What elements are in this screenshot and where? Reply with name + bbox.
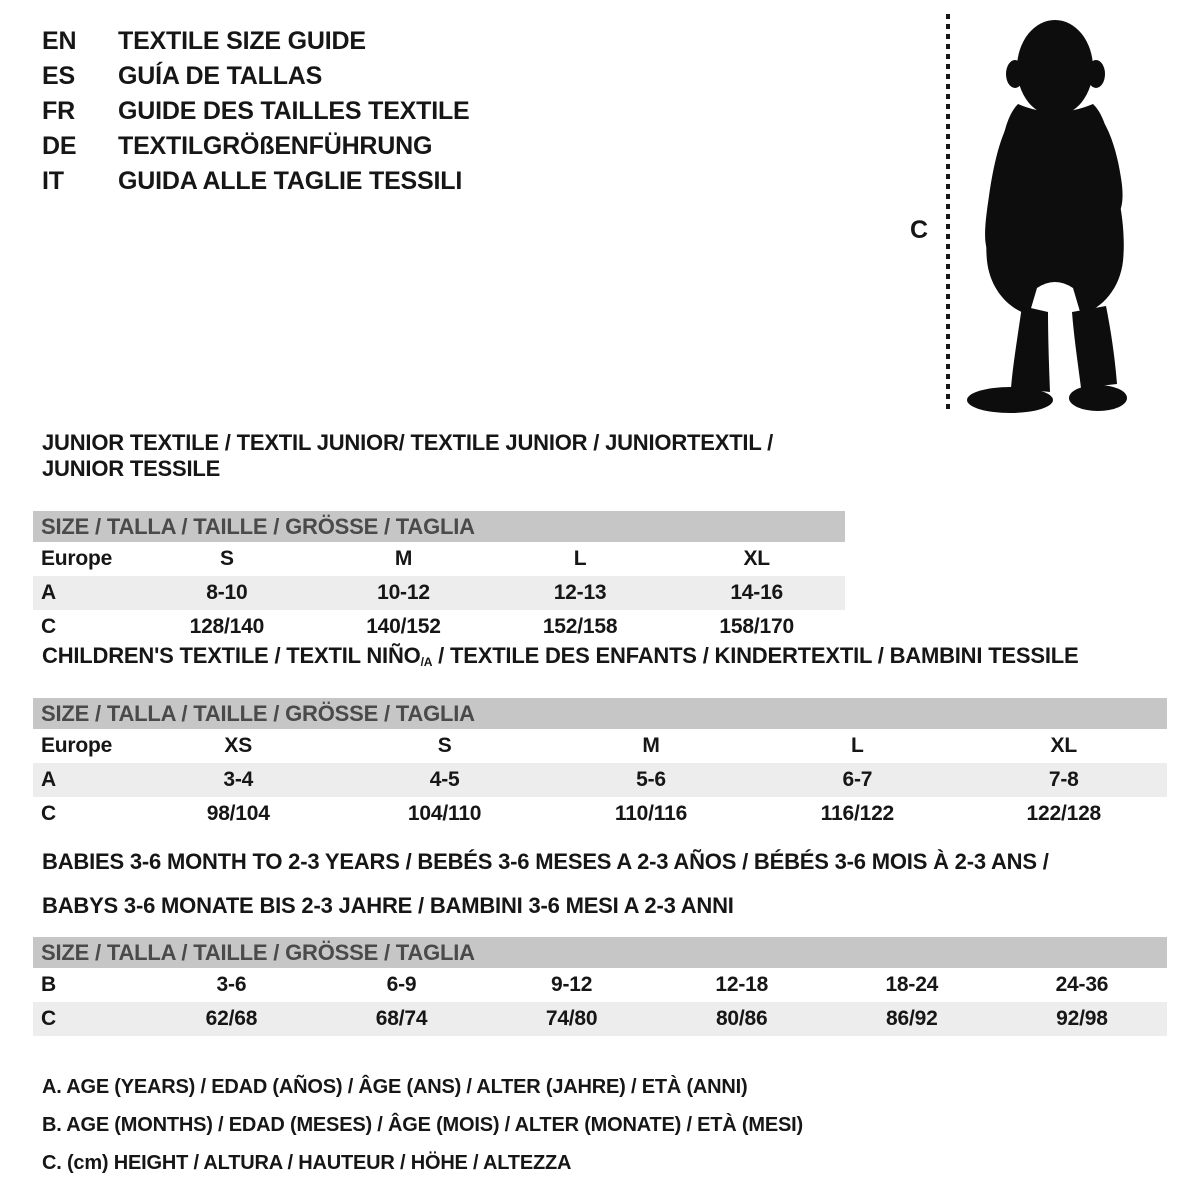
- size-value: 8-10: [206, 581, 248, 605]
- size-value: 98/104: [206, 802, 270, 826]
- measure-legend: [42, 1068, 803, 1182]
- size-table-body: [33, 542, 845, 644]
- size-value: S: [219, 547, 234, 571]
- size-value: M: [642, 734, 660, 758]
- section-title-text: BABIES 3-6 MONTH TO 2-3 YEARS / BEBÉS 3-6 MESES A 2-3 AÑOS / BÉBÉS 3-6 MOIS À 2-3 ANS /: [42, 849, 1049, 874]
- size-value: 116/122: [820, 802, 895, 826]
- table-row: [33, 1002, 1167, 1036]
- section-title-text: JUNIOR TEXTILE / TEXTIL JUNIOR/ TEXTILE JUNIOR / JUNIORTEXTIL / JUNIOR TESSILE: [42, 430, 774, 481]
- size-table-body: [33, 968, 1167, 1036]
- table-row: [33, 576, 845, 610]
- size-value: 152/158: [542, 615, 618, 639]
- language-title-list: [42, 24, 470, 199]
- size-value: 10-12: [377, 581, 430, 605]
- size-value: 24-36: [1055, 973, 1109, 997]
- row-label: C: [41, 802, 56, 826]
- language-row: [42, 24, 470, 59]
- size-table: [33, 511, 845, 644]
- row-label: A: [41, 581, 56, 605]
- size-table-head: [33, 937, 1167, 968]
- language-title: GUIDA ALLE TAGLIE TESSILI: [118, 167, 463, 195]
- language-row: [42, 129, 470, 164]
- row-label: Europe: [41, 734, 113, 758]
- size-value: 3-4: [223, 768, 254, 792]
- size-value: 80/86: [715, 1007, 768, 1031]
- section-title-subscript: /A: [420, 655, 433, 670]
- section-title: [42, 843, 1167, 924]
- size-table-body: [33, 729, 1167, 831]
- size-value: 3-6: [216, 973, 247, 997]
- size-value: 7-8: [1048, 768, 1079, 792]
- size-value: 140/152: [366, 615, 441, 639]
- size-value: 128/140: [189, 615, 265, 639]
- babies-textile-section: [33, 843, 1167, 1036]
- size-value: 6-7: [842, 768, 873, 792]
- table-row: [33, 763, 1167, 797]
- size-value: 18-24: [885, 973, 939, 997]
- size-value: 6-9: [386, 973, 417, 997]
- size-value: 74/80: [545, 1007, 598, 1031]
- children-textile-section: [33, 643, 1167, 831]
- section-title-text: CHILDREN'S TEXTILE / TEXTIL NIÑO: [42, 643, 421, 668]
- size-value: 122/128: [1026, 802, 1102, 826]
- size-value: 158/170: [719, 615, 794, 639]
- size-table: [33, 937, 1167, 1036]
- section-title: [42, 643, 1167, 675]
- size-table-head: [33, 698, 1167, 729]
- language-row: [42, 164, 470, 199]
- size-table-head: [33, 511, 845, 542]
- size-value: 110/116: [614, 802, 688, 826]
- section-title-line2: BABYS 3-6 MONATE BIS 2-3 JAHRE / BAMBINI 3-6 MESI A 2-3 ANNI: [42, 893, 734, 919]
- section-title-text: / TEXTILE DES ENFANTS / KINDERTEXTIL / BAMBINI TESSILE: [432, 643, 1079, 668]
- size-value: 12-18: [715, 973, 769, 997]
- language-title: TEXTILGRÖßENFÜHRUNG: [118, 132, 433, 160]
- size-value: XL: [1050, 734, 1077, 758]
- language-title: GUIDE DES TAILLES TEXTILE: [118, 97, 470, 125]
- legend-line: B. AGE (MONTHS) / EDAD (MESES) / ÂGE (MOIS) / ALTER (MONATE) / ETÀ (MESI): [42, 1114, 803, 1136]
- legend-line: A. AGE (YEARS) / EDAD (AÑOS) / ÂGE (ANS) / ALTER (JAHRE) / ETÀ (ANNI): [42, 1076, 748, 1098]
- language-row: [42, 94, 470, 129]
- size-table: [33, 698, 1167, 831]
- language-code: EN: [42, 27, 77, 55]
- language-row: [42, 59, 470, 94]
- junior-textile-section: [33, 430, 845, 644]
- size-value: 86/92: [886, 1007, 938, 1031]
- size-header-row: [33, 937, 1167, 968]
- size-value: 62/68: [205, 1007, 258, 1031]
- size-value: 14-16: [730, 581, 784, 605]
- table-row: [33, 610, 845, 644]
- size-value: 92/98: [1056, 1007, 1108, 1031]
- table-row: [33, 968, 1167, 1002]
- size-value: M: [394, 547, 413, 571]
- size-value: 4-5: [429, 768, 460, 792]
- language-code: FR: [42, 97, 75, 125]
- language-title: TEXTILE SIZE GUIDE: [118, 27, 366, 55]
- row-label: A: [41, 768, 56, 792]
- table-row: [33, 729, 1167, 763]
- height-measure-label: C: [910, 216, 928, 244]
- row-label: Europe: [41, 547, 113, 571]
- section-title: [42, 430, 845, 488]
- height-measure-dashed-line: [946, 14, 950, 414]
- size-value: 68/74: [375, 1007, 428, 1031]
- row-label: B: [41, 973, 56, 997]
- size-header-row: [33, 698, 1167, 729]
- language-code: ES: [42, 62, 75, 90]
- language-code: DE: [42, 132, 77, 160]
- size-value: L: [851, 734, 864, 758]
- toddler-silhouette-image: [960, 16, 1146, 416]
- table-row: [33, 797, 1167, 831]
- size-value: 12-13: [553, 581, 607, 605]
- size-value: 104/110: [407, 802, 482, 826]
- row-label: C: [41, 1007, 56, 1031]
- size-header-band: SIZE / TALLA / TAILLE / GRÖSSE / TAGLIA: [33, 937, 1167, 968]
- size-value: S: [437, 734, 452, 758]
- size-value: XS: [224, 734, 253, 758]
- size-value: L: [573, 547, 587, 571]
- size-value: 9-12: [551, 973, 593, 997]
- size-header-row: [33, 511, 845, 542]
- size-value: 5-6: [636, 768, 666, 792]
- table-row: [33, 542, 845, 576]
- language-code: IT: [42, 167, 64, 195]
- size-header-band: SIZE / TALLA / TAILLE / GRÖSSE / TAGLIA: [33, 698, 1167, 729]
- size-value: XL: [743, 547, 770, 571]
- row-label: C: [41, 615, 56, 639]
- language-title: GUÍA DE TALLAS: [118, 62, 323, 90]
- size-header-band: SIZE / TALLA / TAILLE / GRÖSSE / TAGLIA: [33, 511, 845, 542]
- legend-line: C. (cm) HEIGHT / ALTURA / HAUTEUR / HÖHE / ALTEZZA: [42, 1152, 572, 1174]
